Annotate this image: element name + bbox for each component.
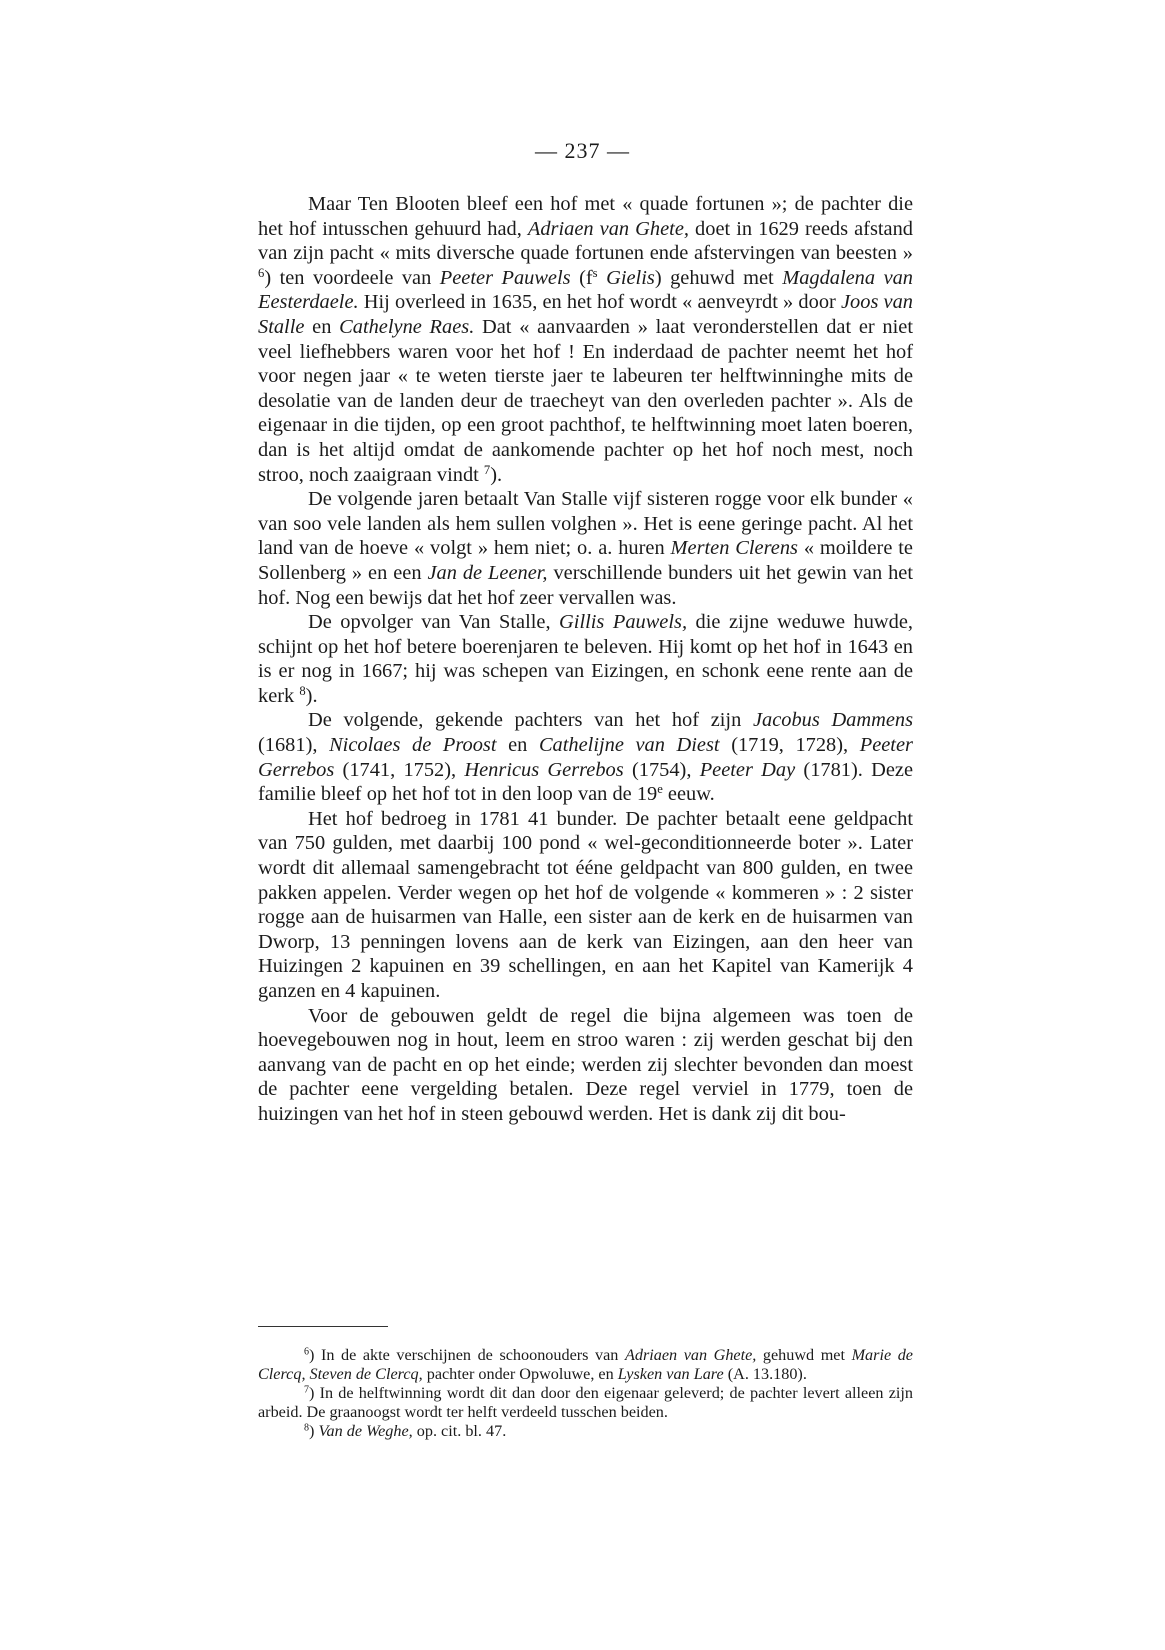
text-run: (1681), [258,734,330,757]
footnote-marker: 7 [304,1384,310,1396]
text-run: Maar Ten Blooten bleef een hof met « quade fortunen »; de pachter die het hof intusschen gehuurd had, [258,193,913,240]
italic-name: Van de Weghe, [318,1422,413,1440]
italic-name: Jan de Leener, [427,561,548,584]
text-run: Het hof bedroeg in 1781 41 bunder. De pachter betaalt eene geldpacht van 750 gulden, met daarbij 100 pond « wel-geconditionneerde boter ». Later wordt dit allemaal samengebracht tot ééne geldpacht van 800 gulden, en twee pakken appelen. Verder wegen op het hof de volgende « kommeren » : 2 sister rogge aan de huisarmen van Halle, een sister aan de kerk en de huisarmen van Dworp, 13 penningen lovens aan de kerk van Eizingen, aan den heer van Huizingen 2 kapuinen en 39 schellingen, en aan het Kapitel van Kamerijk 4 ganzen en 4 kapuinen. [258,807,913,1002]
italic-name: Peeter Pauwels [439,266,571,289]
text-run: (1781). Deze familie bleef op het hof tot in den loop van de 19 [258,758,914,806]
text-run: « moildere te Sollenberg » en een [258,537,913,584]
text-run: (1754), [623,758,700,781]
italic-name: Peeter Day [699,758,796,781]
paragraph-p5 [258,807,913,1004]
footnote-marker: s [592,265,598,280]
page-number: — 237 — [535,138,630,163]
italic-name: Henricus Gerrebos [464,758,624,781]
text-run: op. cit. bl. 47. [412,1422,507,1440]
text-run: verschillende bunders uit het gewin van het hof. Nog een bewijs dat het hof zeer vervallen was. [258,561,913,609]
italic-name: Joos van Stalle [258,291,913,338]
paragraph-p3 [258,610,913,708]
italic-name: Gillis Pauwels, [559,611,688,634]
text-run: De opvolger van Van Stalle, [308,611,560,634]
footnote-marker: e [657,782,663,797]
italic-name: Peeter Gerrebos [258,734,913,781]
paragraph-p6 [258,1004,913,1127]
text-run: ). [305,684,318,707]
text-run: (A. 13.180). [723,1365,807,1383]
footnote-marker: 6 [258,265,265,280]
footnote-fn6 [258,1346,913,1384]
text-run: en [496,734,539,757]
text-run: ) gehuwd met [654,266,783,289]
text-run: Dat « aanvaarden » laat veronderstellen dat er niet veel liefhebbers waren voor het hof ! En inderdaad de pachter neemt het hof voor negen jaar « te weten tierste jaer te labeuren ter helftwinninghe mits de desolatie van de landen deur de traecheyt van den overleden pachter ». Als de eigenaar in die tijden, op een groot pachthof, te helftwinning moet laten boeren, dan is het altijd omdat de aankomende pachter op het hof noch mest, noch stroo, noch zaaigraan vindt [258,315,913,486]
text-run: De volgende, gekende pachters van het hof zijn [308,709,753,732]
text-run: Hij overleed in 1635, en het hof wordt « aenveyrdt » door [358,291,841,314]
paragraph-p2 [258,487,913,610]
paragraph-p4 [258,708,913,806]
text-run [598,267,607,289]
footnote-marker: 8 [304,1422,310,1434]
text-run: en [304,315,340,338]
text-run: Voor de gebouwen geldt de regel die bijna algemeen was toen de hoevegebouwen nog in hout, leem en stroo waren : zij werden geschat bij den aanvang van de pacht en op het einde; werden zij slechter bevonden dan moest de pachter eene vergelding betalen. Deze regel verviel in 1779, toen de huizingen van het hof in steen gebouwd werden. Het is dank zij dit bou- [258,1004,913,1125]
text-run: pachter onder Opwoluwe, en [422,1365,618,1383]
italic-name: Cathelijne van Diest [538,734,720,757]
text-run: De volgende jaren betaalt Van Stalle vijf sisteren rogge voor elk bunder « van soo vele landen als hem sullen volghen ». Het is eene geringe pacht. Al het land van de hoeve « volgt » hem niet; o. a. huren [258,488,913,560]
text-run: ) In de akte verschijnen de schoonouders van [309,1346,625,1364]
text-run: gehuwd met [756,1346,852,1364]
text-run: (1719, 1728), [719,734,860,757]
footnote-fn7 [258,1384,913,1422]
italic-name: Adriaen van Ghete, [624,1346,757,1364]
body-text [258,192,913,1127]
text-run: ) In de helftwinning wordt dit dan door den eigenaar geleverd; de pachter levert alleen zijn arbeid. De graanoogst wordt ter helft verdeeld tusschen beiden. [258,1384,913,1421]
text-run: eeuw. [662,783,715,806]
italic-name: Magdalena van Eesterdaele. [258,266,914,314]
italic-name: Adriaen van Ghete, [527,217,689,240]
italic-name: Jacobus Dammens [752,709,914,732]
footnotes [258,1346,913,1441]
paragraph-p1 [258,192,913,487]
text-run: ). [490,463,503,486]
text-run: doet in 1629 reeds afstand van zijn pacht « mits diversche quade fortunen ende afstervingen van beesten » [258,217,914,265]
footnote-marker: 8 [299,683,306,698]
text-run: ) [309,1422,319,1440]
italic-name: Merten Clerens [670,537,798,560]
italic-name: Marie de Clercq, Steven de Clercq, [258,1346,913,1383]
footnote-divider [258,1326,388,1327]
italic-name: Gielis [606,266,655,289]
text-run: (f [570,266,593,289]
text-run: ) ten voordeele van [264,266,440,289]
footnote-marker: 6 [304,1346,310,1358]
italic-name: Lysken van Lare [617,1365,724,1383]
text-run: die zijne weduwe huwde, schijnt op het hof betere boerenjaren te beleven. Hij komt op het hof in 1643 en is er nog in 1667; hij was schepen van Eizingen, en schonk eene rente aan de kerk [258,611,913,707]
text-run: (1741, 1752), [334,758,465,781]
italic-name: Nicolaes de Proost [329,734,497,757]
footnote-marker: 7 [483,462,491,477]
italic-name: Cathelyne Raes. [339,315,475,338]
footnote-fn8 [258,1422,913,1441]
